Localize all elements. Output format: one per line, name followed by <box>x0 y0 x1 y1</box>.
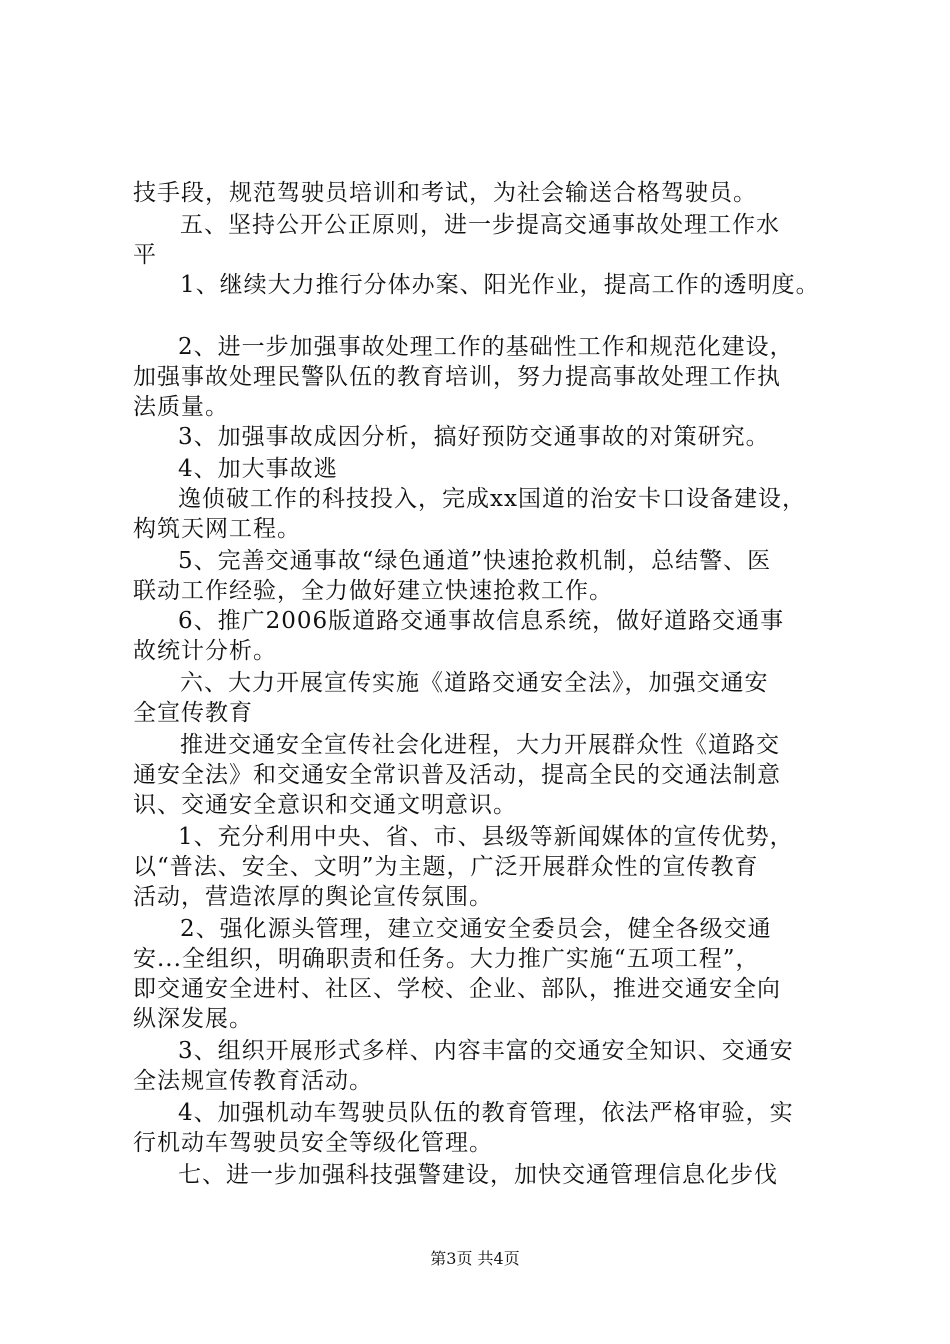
text-line: 逸侦破工作的科技投入，完成xx国道的治安卡口设备建设， <box>178 486 806 512</box>
text-line: 1、充分利用中央、省、市、县级等新闻媒体的宣传优势， <box>178 824 794 850</box>
text-line: 故统计分析。 <box>133 638 277 664</box>
text-line: 活动，营造浓厚的舆论宣传氛围。 <box>133 884 493 910</box>
text-line: 以“普法、安全、文明”为主题，广泛开展群众性的宣传教育 <box>133 854 759 880</box>
text-line: 2、强化源头管理，建立交通安全委员会，健全各级交通 <box>180 916 772 942</box>
text-line: 4、加强机动车驾驶员队伍的教育管理，依法严格审验，实 <box>178 1100 794 1126</box>
text-line: 法质量。 <box>133 394 229 420</box>
text-line: 技手段，规范驾驶员培训和考试，为社会输送合格驾驶员。 <box>133 180 757 206</box>
text-line: 通安全法》和交通安全常识普及活动，提高全民的交通法制意 <box>133 762 781 788</box>
text-line: 即交通安全进村、社区、学校、企业、部队，推进交通安全向 <box>133 976 781 1002</box>
text-line: 加强事故处理民警队伍的教育培训，努力提高事故处理工作执 <box>133 364 781 390</box>
section-heading: 平 <box>133 242 157 268</box>
text-line: 3、加强事故成因分析，搞好预防交通事故的对策研究。 <box>178 424 770 450</box>
text-line: 1、继续大力推行分体办案、阳光作业，提高工作的透明度。 <box>180 272 820 298</box>
section-heading: 全宣传教育 <box>133 700 253 726</box>
text-line: 5、完善交通事故“绿色通道”快速抢救机制，总结警、医 <box>178 548 772 574</box>
text-line: 推进交通安全宣传社会化进程，大力开展群众性《道路交 <box>180 732 780 758</box>
page-number-footer: 第3页 共4页 <box>430 1249 520 1268</box>
text-line: 6、推广2006版道路交通事故信息系统，做好道路交通事 <box>178 608 785 634</box>
text-line: 2、进一步加强事故处理工作的基础性工作和规范化建设， <box>178 334 794 360</box>
text-line: 识、交通安全意识和交通文明意识。 <box>133 792 517 818</box>
section-heading: 六、大力开展宣传实施《道路交通安全法》，加强交通安 <box>180 670 769 696</box>
section-heading: 七、进一步加强科技强警建设，加快交通管理信息化步伐 <box>178 1162 778 1188</box>
section-heading: 五、坚持公开公正原则，进一步提高交通事故处理工作水 <box>180 212 780 238</box>
text-line: 安...全组织，明确职责和任务。大力推广实施“五项工程”， <box>133 946 760 972</box>
text-line: 全法规宣传教育活动。 <box>133 1068 373 1094</box>
text-line: 构筑天网工程。 <box>133 516 301 542</box>
text-line: 联动工作经验，全力做好建立快速抢救工作。 <box>133 578 613 604</box>
text-line: 纵深发展。 <box>133 1006 253 1032</box>
text-line: 3、组织开展形式多样、内容丰富的交通安全知识、交通安 <box>178 1038 794 1064</box>
text-line: 行机动车驾驶员安全等级化管理。 <box>133 1130 493 1156</box>
text-line: 4、加大事故逃 <box>178 456 338 482</box>
